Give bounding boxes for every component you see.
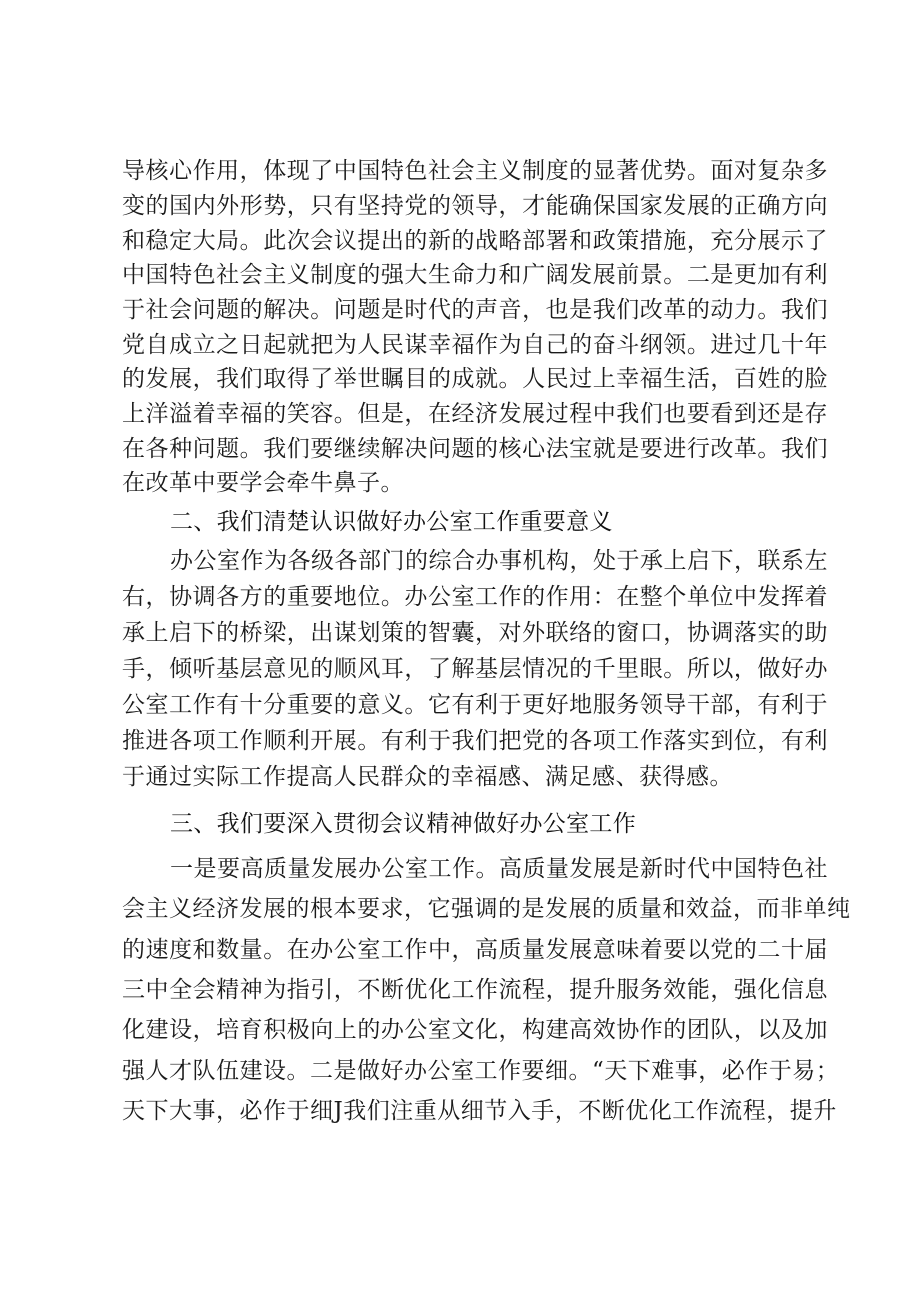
para3-line-6: 强人才队伍建设。二是做好办公室工作要细。“天下难事，必作于易； [122,1058,840,1084]
para2-line-5: 公室工作有十分重要的意义。它有利于更好地服务领导干部，有利于 [122,692,828,718]
para1-line-6: 党自成立之日起就把为人民谋幸福作为自己的奋斗纲领。进过几十年 [122,332,828,358]
para2-line-4: 手，倾听基层意见的顺风耳，了解基层情况的千里眼。所以，做好办 [122,656,828,682]
para1-line-9: 在各种问题。我们要继续解决问题的核心法宝就是要进行改革。我们 [122,436,828,462]
section-heading-2: 二、我们清楚认识做好办公室工作重要意义 [170,509,613,535]
para1-line-4: 中国特色社会主义制度的强大生命力和广阔发展前景。二是更加有利 [122,262,828,288]
para3-line-4: 三中全会精神为指引，不断优化工作流程，提升服务效能，强化信息 [122,977,828,1003]
para1-line-10: 在改革中要学会牵牛鼻子。 [122,470,404,496]
para2-line-1: 办公室作为各级各部门的综合办事机构，处于承上启下，联系左 [170,548,828,574]
para1-line-3: 和稳定大局。此次会议提出的新的战略部署和政策措施，充分展示了 [122,228,828,254]
para1-line-2: 变的国内外形势，只有坚持党的领导，才能确保国家发展的正确方向 [122,193,828,219]
para1-line-5: 于社会问题的解决。问题是时代的声音，也是我们改革的动力。我们 [122,297,828,323]
para3-line-2: 会主义经济发展的根本要求，它强调的是发展的质量和效益，而非单纯 [122,896,851,922]
para2-line-3: 承上启下的桥梁，出谋划策的智囊，对外联络的窗口，协调落实的助 [122,620,828,646]
para1-line-1: 导核心作用，体现了中国特色社会主义制度的显著优势。面对复杂多 [122,158,828,184]
para2-line-6: 推进各项工作顺利开展。有利于我们把党的各项工作落实到位，有利 [122,728,828,754]
para1-line-7: 的发展，我们取得了举世瞩目的成就。人民过上幸福生活，百姓的脸 [122,366,828,392]
para3-line-1: 一是要高质量发展办公室工作。高质量发展是新时代中国特色社 [170,856,828,882]
para1-line-8: 上洋溢着幸福的笑容。但是，在经济发展过程中我们也要看到还是存 [122,401,828,427]
para2-line-2: 右，协调各方的重要地位。办公室工作的作用：在整个单位中发挥着 [122,584,828,610]
para3-line-5: 化建设，培育积极向上的办公室文化，构建高效协作的团队，以及加 [122,1017,828,1043]
para3-line-7: 天下大事，必作于细J我们注重从细节入手，不断优化工作流程，提升 [122,1098,837,1124]
para3-line-3: 的速度和数量。在办公室工作中，高质量发展意味着要以党的二十届 [122,937,828,963]
section-heading-3: 三、我们要深入贯彻会议精神做好办公室工作 [170,811,636,837]
para2-line-7: 于通过实际工作提高人民群众的幸福感、满足感、获得感。 [122,764,733,790]
